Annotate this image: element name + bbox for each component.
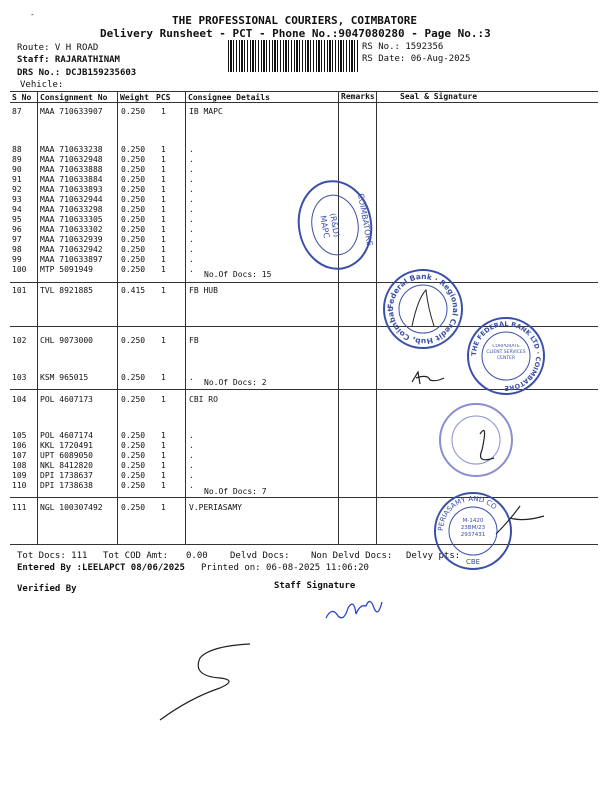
cell-consignee: .: [189, 235, 194, 244]
cell-pcs: 1: [161, 235, 166, 244]
rs-number: RS No.: 1592356: [362, 42, 444, 52]
vehicle-label: Vehicle:: [20, 80, 64, 90]
cell-pcs: 1: [161, 145, 166, 154]
cell-pcs: 1: [161, 481, 166, 490]
federal-hub-ring-text: Federal Bank · Regional Credit Hub, Coimbatore: [379, 261, 461, 347]
cell-weight: 0.415: [121, 286, 146, 295]
cell-sno: 105: [12, 431, 27, 440]
cell-consignee: .: [189, 471, 194, 480]
cell-consignee: .: [189, 481, 194, 490]
cell-sno: 88: [12, 145, 22, 154]
cell-sno: 106: [12, 441, 27, 450]
col-divider: [338, 91, 339, 544]
entered-by: Entered By :LEELAPCT 08/06/2025: [17, 563, 185, 573]
cell-sno: 96: [12, 225, 22, 234]
cell-consignment-no: DPI 1738638: [40, 481, 93, 490]
cell-weight: 0.250: [121, 395, 146, 404]
cell-sno: 104: [12, 395, 27, 404]
cell-sno: 99: [12, 255, 22, 264]
cell-weight: 0.250: [121, 336, 146, 345]
cell-weight: 0.250: [121, 107, 146, 116]
total-cod-value: 0.00: [186, 551, 208, 561]
federal-bank-hub-stamp: [379, 261, 464, 350]
cell-consignee: FB: [189, 336, 199, 345]
cell-consignee: V.PERIASAMY: [189, 503, 242, 512]
cell-consignment-no: MAA 710633893: [40, 185, 103, 194]
cell-consignment-no: KKL 1720491: [40, 441, 93, 450]
cell-weight: 0.250: [121, 255, 146, 264]
cell-consignment-no: KSM 965015: [40, 373, 89, 382]
cell-consignment-no: MAA 710633238: [40, 145, 103, 154]
cell-weight: 0.250: [121, 215, 146, 224]
cell-pcs: 1: [161, 286, 166, 295]
col-header-remarks: Remarks: [341, 92, 375, 101]
drs-number: DRS No.: DCJB159235603: [17, 68, 137, 78]
delivered-docs: Delvd Docs:: [230, 551, 290, 561]
cell-consignment-no: MAA 710633884: [40, 175, 103, 184]
doc-count: No.Of Docs: 15: [204, 270, 272, 279]
cell-sno: 101: [12, 286, 27, 295]
cell-consignee: FB HUB: [189, 286, 218, 295]
cell-consignment-no: MAA 710633888: [40, 165, 103, 174]
cell-sno: 111: [12, 503, 27, 512]
cell-weight: 0.250: [121, 265, 146, 274]
cell-sno: 103: [12, 373, 27, 382]
cell-consignee: .: [189, 373, 194, 382]
cell-weight: 0.250: [121, 451, 146, 460]
cell-consignee: .: [189, 145, 194, 154]
cell-weight: 0.250: [121, 441, 146, 450]
cell-consignee: .: [189, 205, 194, 214]
col-header-consignment: Consignment No: [40, 93, 108, 102]
cell-weight: 0.250: [121, 481, 146, 490]
cell-consignee: .: [189, 155, 194, 164]
cell-consignee: .: [189, 265, 194, 274]
cell-pcs: 1: [161, 165, 166, 174]
cell-sno: 109: [12, 471, 27, 480]
cell-weight: 0.250: [121, 373, 146, 382]
total-docs: Tot Docs: 111: [17, 551, 88, 561]
cell-sno: 92: [12, 185, 22, 194]
cell-pcs: 1: [161, 451, 166, 460]
cell-pcs: 1: [161, 205, 166, 214]
cell-consignee: .: [189, 175, 194, 184]
mapc-stamp: [280, 180, 390, 270]
cell-consignee: .: [189, 245, 194, 254]
document-title: THE PROFESSIONAL COURIERS, COIMBATORE: [172, 14, 418, 27]
cell-weight: 0.250: [121, 431, 146, 440]
cell-sno: 95: [12, 215, 22, 224]
cell-sno: 107: [12, 451, 27, 460]
periasamy-ring-text: PERIASAMY AND CO: [436, 494, 499, 532]
cell-consignment-no: CHL 9073000: [40, 336, 93, 345]
cell-pcs: 1: [161, 255, 166, 264]
cell-weight: 0.250: [121, 155, 146, 164]
cell-consignment-no: MAA 710633302: [40, 225, 103, 234]
col-divider: [37, 91, 38, 544]
cell-sno: 90: [12, 165, 22, 174]
federal-csc-ring-text: THE FEDERAL BANK LTD · COIMBATORE: [469, 319, 543, 393]
cell-pcs: 1: [161, 225, 166, 234]
signature-103: [408, 368, 448, 390]
cell-sno: 93: [12, 195, 22, 204]
cell-weight: 0.250: [121, 235, 146, 244]
cell-pcs: 1: [161, 373, 166, 382]
cell-pcs: 1: [161, 336, 166, 345]
cell-pcs: 1: [161, 195, 166, 204]
cell-consignee: IB MAPC: [189, 107, 223, 116]
cell-pcs: 1: [161, 245, 166, 254]
cell-consignee: .: [189, 165, 194, 174]
cell-consignee: .: [189, 431, 194, 440]
cell-consignee: .: [189, 441, 194, 450]
cell-weight: 0.250: [121, 245, 146, 254]
staff-signature-label: Staff Signature: [274, 581, 356, 591]
cell-weight: 0.250: [121, 165, 146, 174]
cell-pcs: 1: [161, 107, 166, 116]
cell-sno: 98: [12, 245, 22, 254]
cell-pcs: 1: [161, 175, 166, 184]
row-divider: [10, 282, 598, 283]
cell-consignee: .: [189, 461, 194, 470]
cell-sno: 108: [12, 461, 27, 470]
cell-weight: 0.250: [121, 185, 146, 194]
cell-consignment-no: MAA 710632942: [40, 245, 103, 254]
cell-weight: 0.250: [121, 195, 146, 204]
cell-consignee: .: [189, 185, 194, 194]
cell-pcs: 1: [161, 265, 166, 274]
col-header-seal: Seal & Signature: [400, 92, 478, 101]
rs-date: RS Date: 06-Aug-2025: [362, 54, 471, 64]
cell-pcs: 1: [161, 155, 166, 164]
cell-consignment-no: NKL 8412820: [40, 461, 93, 470]
cell-consignee: CBI RO: [189, 395, 218, 404]
col-divider: [185, 91, 186, 544]
cell-consignee: .: [189, 225, 194, 234]
printed-on: Printed on: 06-08-2025 11:06:20: [201, 563, 369, 573]
cell-consignment-no: MAA 710633897: [40, 255, 103, 264]
cell-weight: 0.250: [121, 205, 146, 214]
cell-sno: 91: [12, 175, 22, 184]
cell-consignment-no: TVL 8921885: [40, 286, 93, 295]
cell-weight: 0.250: [121, 225, 146, 234]
cell-pcs: 1: [161, 441, 166, 450]
cell-sno: 110: [12, 481, 27, 490]
mapc-stamp-top: COIMBATORE: [355, 192, 375, 247]
staff-signature: [320, 592, 390, 628]
corner-mark: -: [30, 10, 35, 19]
cell-consignment-no: POL 4607174: [40, 431, 93, 440]
cell-consignment-no: MTP 5091949: [40, 265, 93, 274]
mapc-stamp-bottom: MAPC: [318, 214, 332, 239]
verifier-signature: [150, 636, 270, 726]
cell-weight: 0.250: [121, 503, 146, 512]
cell-consignment-no: MAA 710633305: [40, 215, 103, 224]
cell-pcs: 1: [161, 471, 166, 480]
doc-count: No.Of Docs: 7: [204, 487, 267, 496]
cell-sno: 87: [12, 107, 22, 116]
mapc-stamp-center: (R&D): [327, 212, 342, 238]
col-divider: [117, 91, 118, 544]
cell-pcs: 1: [161, 431, 166, 440]
delivery-points: Delvy pts:: [406, 551, 461, 561]
cell-pcs: 1: [161, 185, 166, 194]
cell-consignment-no: POL 4607173: [40, 395, 93, 404]
cell-consignment-no: UPT 6089050: [40, 451, 93, 460]
periasamy-bottom-text: CBE: [465, 558, 481, 566]
col-header-pcs: PCS: [156, 93, 171, 102]
col-header-consignee: Consignee Details: [188, 93, 270, 102]
cell-weight: 0.250: [121, 145, 146, 154]
federal-csc-center-text: CORPORATE CLIENT SERVICES CENTER: [486, 344, 526, 361]
document-subtitle: Delivery Runsheet - PCT - Phone No.:9047080280 - Page No.:3: [100, 27, 491, 40]
verified-by-label: Verified By: [17, 584, 77, 594]
cell-sno: 97: [12, 235, 22, 244]
federal-bank-csc-stamp: [466, 316, 546, 396]
cell-consignment-no: MAA 710632948: [40, 155, 103, 164]
periasamy-center-text: M-1420 23BM/23 2937431: [460, 518, 486, 538]
staff-label: Staff: RAJARATHINAM: [17, 55, 120, 65]
cell-sno: 94: [12, 205, 22, 214]
cell-consignment-no: MAA 710632939: [40, 235, 103, 244]
barcode: [228, 40, 358, 72]
cell-consignment-no: DPI 1738637: [40, 471, 93, 480]
cell-consignee: .: [189, 451, 194, 460]
cell-weight: 0.250: [121, 461, 146, 470]
cell-consignment-no: MAA 710633907: [40, 107, 103, 116]
route-label: Route: V H ROAD: [17, 43, 99, 53]
cell-consignment-no: MAA 710632944: [40, 195, 103, 204]
cell-pcs: 1: [161, 215, 166, 224]
cell-pcs: 1: [161, 503, 166, 512]
doc-count: No.Of Docs: 2: [204, 378, 267, 387]
cell-pcs: 1: [161, 461, 166, 470]
cell-weight: 0.250: [121, 175, 146, 184]
table-top-rule: [10, 91, 598, 92]
cell-consignee: .: [189, 195, 194, 204]
cell-sno: 89: [12, 155, 22, 164]
non-delivered-docs: Non Delvd Docs:: [311, 551, 393, 561]
col-divider: [376, 91, 377, 544]
cell-consignee: .: [189, 215, 194, 224]
cell-consignment-no: NGL 100307492: [40, 503, 103, 512]
cell-weight: 0.250: [121, 471, 146, 480]
light-ring-stamp: [436, 400, 516, 480]
col-header-weight: Weight: [120, 93, 149, 102]
total-cod-label: Tot COD Amt:: [103, 551, 169, 561]
signature-111: [490, 500, 550, 540]
cell-pcs: 1: [161, 395, 166, 404]
cell-sno: 100: [12, 265, 27, 274]
cell-sno: 102: [12, 336, 27, 345]
cell-consignment-no: MAA 710633298: [40, 205, 103, 214]
col-header-sno: S No: [12, 93, 32, 102]
cell-consignee: .: [189, 255, 194, 264]
